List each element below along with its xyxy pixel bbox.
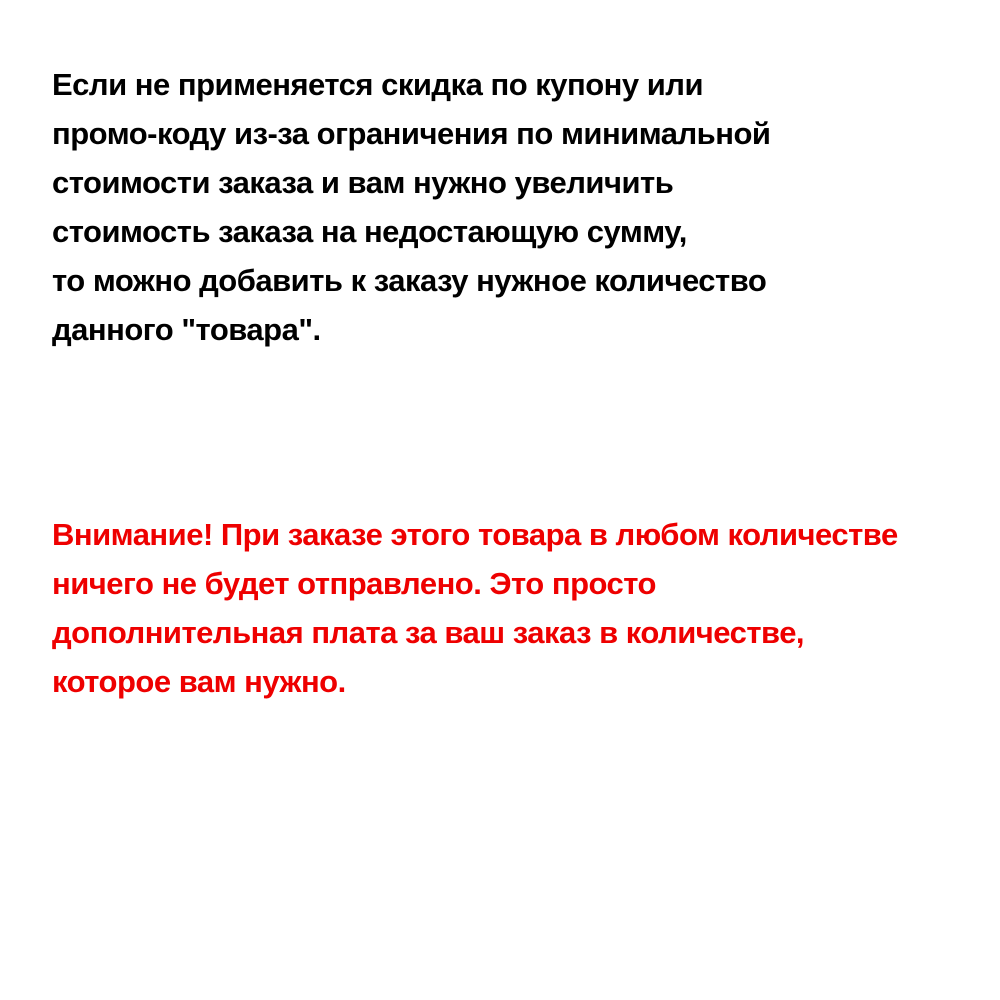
warning-line: которое вам нужно. [52,664,346,699]
warning-paragraph [52,510,898,706]
info-line: стоимость заказа на недостающую сумму, [52,214,687,249]
info-line: Если не применяется скидка по купону или [52,67,704,102]
warning-line: Внимание! При заказе этого товара в любом количестве [52,517,898,552]
info-line: то можно добавить к заказу нужное количество [52,263,767,298]
info-line: стоимости заказа и вам нужно увеличить [52,165,674,200]
info-line: данного "товара". [52,312,321,347]
warning-line: ничего не будет отправлено. Это просто [52,566,656,601]
warning-line: дополнительная плата за ваш заказ в количестве, [52,615,805,650]
info-line: промо-коду из-за ограничения по минимальной [52,116,771,151]
info-paragraph [52,60,770,354]
